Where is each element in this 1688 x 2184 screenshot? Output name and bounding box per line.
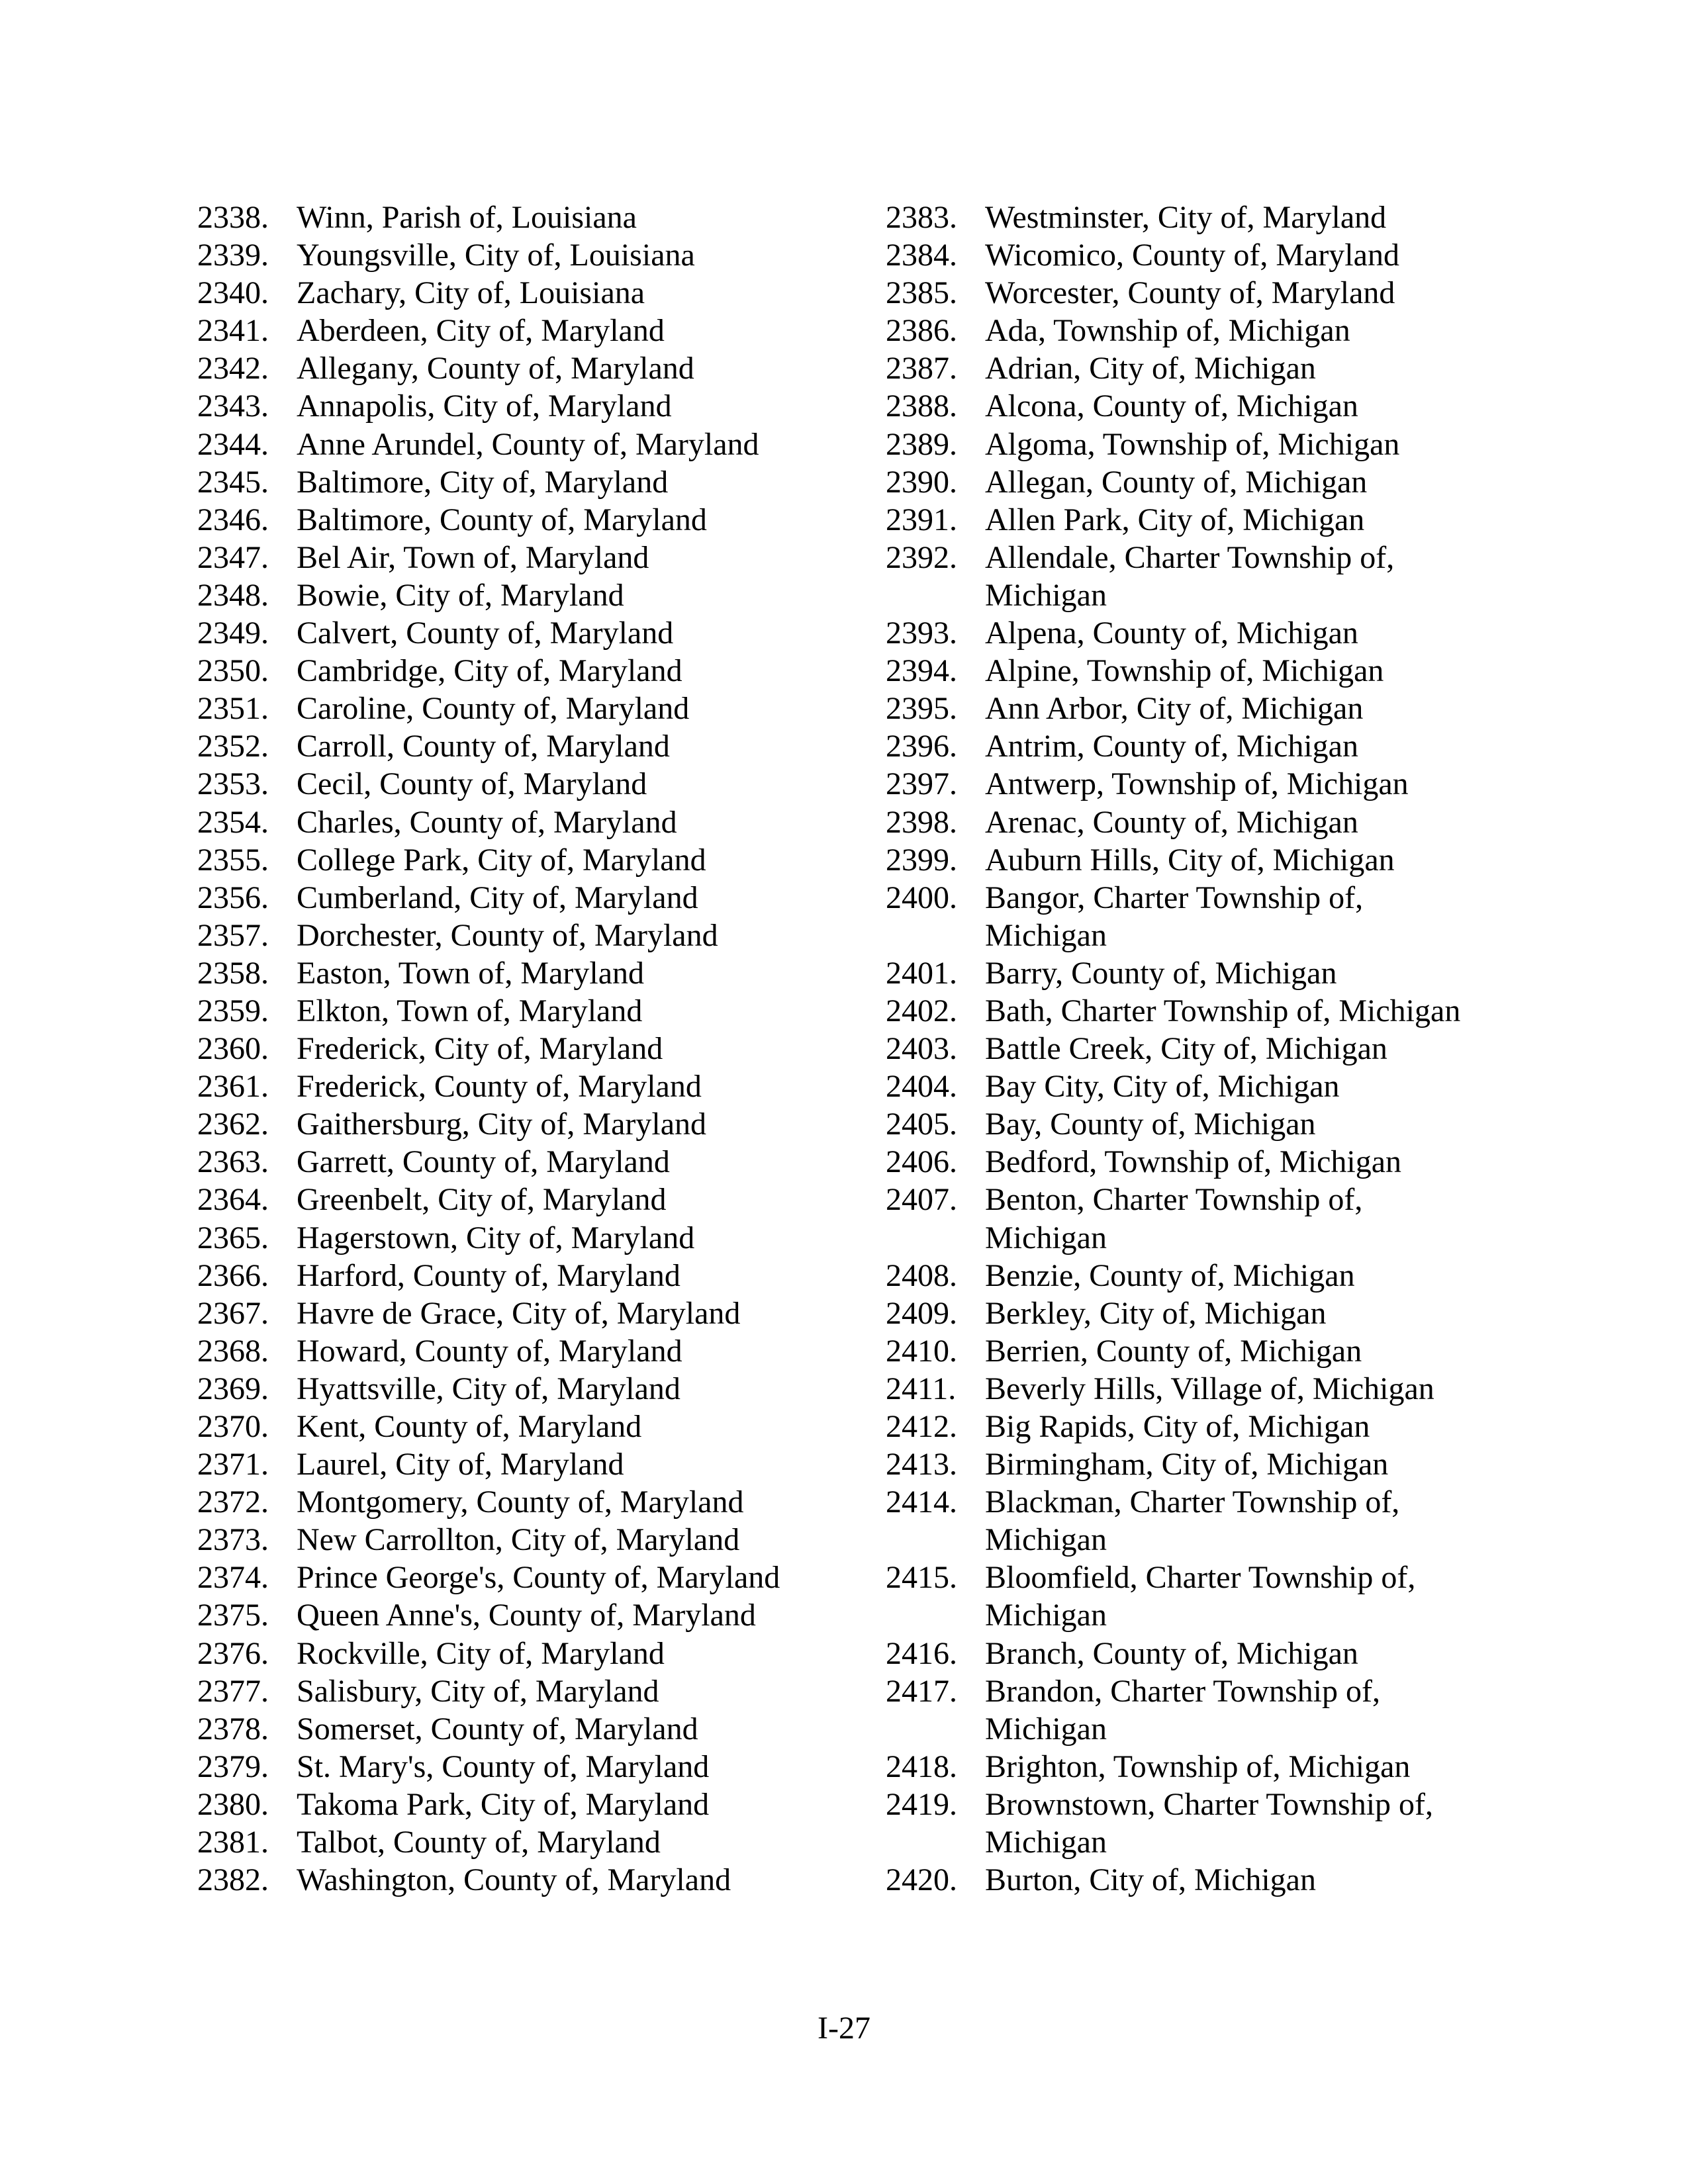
entry-name: Garrett, County of, Maryland <box>297 1144 670 1180</box>
entry-name: Somerset, County of, Maryland <box>297 1711 698 1747</box>
entry-name: Berkley, City of, Michigan <box>985 1295 1327 1331</box>
entry-name: Charles, County of, Maryland <box>297 804 677 840</box>
entry-number: 2338. <box>197 200 269 235</box>
page-number: I-27 <box>818 2011 870 2046</box>
entry-name: Elkton, Town of, Maryland <box>297 993 643 1028</box>
entry-number: 2415. <box>886 1560 957 1596</box>
entry-number: 2374. <box>197 1560 269 1596</box>
entry-number: 2413. <box>886 1447 957 1482</box>
entry-name: Alpena, County of, Michigan <box>985 615 1358 651</box>
entry-number: 2378. <box>197 1711 269 1747</box>
entry-name: New Carrollton, City of, Maryland <box>297 1522 740 1558</box>
list-item <box>886 1483 1481 1559</box>
entry-name: Birmingham, City of, Michigan <box>985 1447 1389 1482</box>
entry-number: 2359. <box>197 993 269 1028</box>
list-item <box>886 1635 1481 1672</box>
list-item <box>197 426 833 463</box>
list-item <box>886 1861 1481 1899</box>
list-item <box>886 463 1481 501</box>
entry-number: 2409. <box>886 1295 957 1331</box>
entry-name: Algoma, Township of, Michigan <box>985 426 1400 462</box>
list-item <box>197 1823 833 1861</box>
entry-number: 2365. <box>197 1220 269 1255</box>
list-item <box>197 879 833 917</box>
entry-name: College Park, City of, Maryland <box>297 842 706 878</box>
entry-number: 2399. <box>886 842 957 878</box>
list-item <box>197 1483 833 1521</box>
list-item <box>886 1030 1481 1068</box>
entry-number: 2345. <box>197 464 269 500</box>
entry-number: 2379. <box>197 1749 269 1784</box>
entry-number: 2347. <box>197 539 269 575</box>
entry-name: Annapolis, City of, Maryland <box>297 388 672 424</box>
entry-name: Bath, Charter Township of, Michigan <box>985 993 1461 1028</box>
entry-number: 2341. <box>197 313 269 349</box>
entry-number: 2397. <box>886 766 957 802</box>
entry-number: 2356. <box>197 880 269 915</box>
entry-name: Kent, County of, Maryland <box>297 1409 642 1444</box>
entry-name: Bel Air, Town of, Maryland <box>297 539 649 575</box>
entry-name: Bay, County of, Michigan <box>985 1107 1316 1142</box>
list-item <box>886 1445 1481 1483</box>
entry-name: Westminster, City of, Maryland <box>985 200 1387 235</box>
list-item <box>886 274 1481 312</box>
list-item <box>886 1181 1481 1256</box>
entry-name: Allendale, Charter Township of, Michigan <box>985 539 1395 613</box>
entry-name: Talbot, County of, Maryland <box>297 1825 661 1860</box>
entry-number: 2354. <box>197 804 269 840</box>
entry-number: 2343. <box>197 388 269 424</box>
entry-name: Howard, County of, Maryland <box>297 1333 682 1369</box>
list-item <box>886 426 1481 463</box>
left-column <box>197 199 833 1899</box>
entry-number: 2403. <box>886 1031 957 1067</box>
list-item <box>886 1068 1481 1105</box>
entry-name: Bowie, City of, Maryland <box>297 577 624 613</box>
entry-number: 2396. <box>886 729 957 764</box>
entry-name: Brownstown, Charter Township of, Michigan <box>985 1786 1434 1860</box>
entry-number: 2395. <box>886 691 957 727</box>
entry-number: 2362. <box>197 1107 269 1142</box>
list-item <box>197 199 833 236</box>
list-item <box>197 917 833 954</box>
list-item <box>886 1332 1481 1370</box>
list-item <box>197 312 833 349</box>
entry-name: Allegan, County of, Michigan <box>985 464 1368 500</box>
entry-number: 2417. <box>886 1673 957 1709</box>
entry-name: Auburn Hills, City of, Michigan <box>985 842 1395 878</box>
entry-name: Cambridge, City of, Maryland <box>297 653 682 689</box>
entry-name: Baltimore, County of, Maryland <box>297 502 707 537</box>
entry-number: 2384. <box>886 238 957 273</box>
entry-name: Frederick, City of, Maryland <box>297 1031 663 1067</box>
list-item <box>197 992 833 1030</box>
entry-number: 2375. <box>197 1598 269 1633</box>
list-item <box>886 199 1481 236</box>
list-item <box>197 1295 833 1332</box>
entry-name: Queen Anne's, County of, Maryland <box>297 1598 756 1633</box>
entry-number: 2412. <box>886 1409 957 1444</box>
list-item <box>886 1370 1481 1408</box>
list-item <box>197 349 833 387</box>
entry-number: 2380. <box>197 1786 269 1822</box>
entry-name: Havre de Grace, City of, Maryland <box>297 1295 741 1331</box>
entry-name: Washington, County of, Maryland <box>297 1862 731 1898</box>
entry-name: Ann Arbor, City of, Michigan <box>985 691 1364 727</box>
entry-number: 2394. <box>886 653 957 689</box>
entry-number: 2350. <box>197 653 269 689</box>
list-item <box>886 1786 1481 1861</box>
entry-number: 2387. <box>886 351 957 387</box>
list-item <box>197 1143 833 1181</box>
list-item <box>886 1143 1481 1181</box>
entry-number: 2360. <box>197 1031 269 1067</box>
entry-name: Battle Creek, City of, Michigan <box>985 1031 1387 1067</box>
entry-name: Aberdeen, City of, Maryland <box>297 313 665 349</box>
entry-name: Harford, County of, Maryland <box>297 1257 680 1293</box>
entry-name: Antwerp, Township of, Michigan <box>985 766 1409 802</box>
list-item <box>197 1030 833 1068</box>
list-item <box>886 1105 1481 1143</box>
entry-number: 2340. <box>197 275 269 311</box>
list-item <box>197 236 833 274</box>
entry-name: Laurel, City of, Maryland <box>297 1447 624 1482</box>
entry-number: 2401. <box>886 955 957 991</box>
list-item <box>886 1559 1481 1634</box>
entry-number: 2382. <box>197 1862 269 1898</box>
entry-name: Branch, County of, Michigan <box>985 1635 1358 1671</box>
list-item <box>197 727 833 765</box>
entry-name: Benton, Charter Township of, Michigan <box>985 1182 1363 1255</box>
list-item <box>886 727 1481 765</box>
entry-name: Alcona, County of, Michigan <box>985 388 1358 424</box>
entry-name: Adrian, City of, Michigan <box>985 351 1316 387</box>
list-item <box>886 690 1481 727</box>
list-item <box>197 463 833 501</box>
entry-name: Montgomery, County of, Maryland <box>297 1484 744 1520</box>
entry-number: 2351. <box>197 691 269 727</box>
list-item <box>197 1559 833 1596</box>
entry-name: Antrim, County of, Michigan <box>985 729 1358 764</box>
entry-name: Ada, Township of, Michigan <box>985 313 1350 349</box>
entry-name: Cecil, County of, Maryland <box>297 766 647 802</box>
entry-name: Frederick, County of, Maryland <box>297 1069 702 1105</box>
entry-number: 2352. <box>197 729 269 764</box>
entry-name: Prince George's, County of, Maryland <box>297 1560 780 1596</box>
entry-name: Bay City, City of, Michigan <box>985 1069 1340 1105</box>
entry-name: Burton, City of, Michigan <box>985 1862 1316 1898</box>
entry-name: Dorchester, County of, Maryland <box>297 917 718 953</box>
entry-name: Gaithersburg, City of, Maryland <box>297 1107 707 1142</box>
list-item <box>197 1635 833 1672</box>
list-item <box>886 501 1481 539</box>
list-item <box>197 765 833 803</box>
entry-number: 2406. <box>886 1144 957 1180</box>
entry-number: 2416. <box>886 1635 957 1671</box>
entry-number: 2346. <box>197 502 269 537</box>
entry-number: 2371. <box>197 1447 269 1482</box>
right-column <box>886 199 1481 1899</box>
list-item <box>886 312 1481 349</box>
entry-name: Berrien, County of, Michigan <box>985 1333 1362 1369</box>
entry-name: Bloomfield, Charter Township of, Michigan <box>985 1560 1416 1633</box>
list-item <box>197 1521 833 1559</box>
entry-name: Carroll, County of, Maryland <box>297 729 670 764</box>
list-item <box>197 274 833 312</box>
entry-name: Arenac, County of, Michigan <box>985 804 1358 840</box>
entry-name: Big Rapids, City of, Michigan <box>985 1409 1370 1444</box>
entry-name: Caroline, County of, Maryland <box>297 691 690 727</box>
list-item <box>197 1596 833 1634</box>
list-item <box>197 1748 833 1786</box>
entry-name: Hagerstown, City of, Maryland <box>297 1220 695 1255</box>
entry-name: Worcester, County of, Maryland <box>985 275 1395 311</box>
entry-number: 2344. <box>197 426 269 462</box>
entry-number: 2407. <box>886 1182 957 1218</box>
list-item <box>197 387 833 425</box>
list-item <box>197 803 833 841</box>
entry-name: Rockville, City of, Maryland <box>297 1635 665 1671</box>
entry-number: 2410. <box>886 1333 957 1369</box>
entry-name: Easton, Town of, Maryland <box>297 955 644 991</box>
list-item <box>197 1219 833 1257</box>
list-item <box>886 765 1481 803</box>
list-item <box>197 1068 833 1105</box>
entry-name: Wicomico, County of, Maryland <box>985 238 1399 273</box>
entry-number: 2405. <box>886 1107 957 1142</box>
entry-name: Brandon, Charter Township of, Michigan <box>985 1673 1380 1747</box>
list-item <box>197 1370 833 1408</box>
entry-number: 2408. <box>886 1257 957 1293</box>
list-item <box>197 652 833 690</box>
entry-name: Salisbury, City of, Maryland <box>297 1673 659 1709</box>
list-item <box>886 349 1481 387</box>
entry-name: Zachary, City of, Louisiana <box>297 275 645 311</box>
entry-number: 2391. <box>886 502 957 537</box>
list-item <box>886 1748 1481 1786</box>
entry-name: Allegany, County of, Maryland <box>297 351 694 387</box>
entry-number: 2361. <box>197 1069 269 1105</box>
entry-number: 2389. <box>886 426 957 462</box>
entry-number: 2373. <box>197 1522 269 1558</box>
entry-name: Bedford, Township of, Michigan <box>985 1144 1402 1180</box>
list-item <box>886 1672 1481 1748</box>
list-item <box>886 879 1481 954</box>
entry-number: 2414. <box>886 1484 957 1520</box>
list-item <box>197 1710 833 1748</box>
entry-name: St. Mary's, County of, Maryland <box>297 1749 710 1784</box>
entry-name: Anne Arundel, County of, Maryland <box>297 426 759 462</box>
list-item <box>197 690 833 727</box>
entry-name: Blackman, Charter Township of, Michigan <box>985 1484 1400 1558</box>
entry-name: Alpine, Township of, Michigan <box>985 653 1384 689</box>
entry-name: Greenbelt, City of, Maryland <box>297 1182 667 1218</box>
list-item <box>197 1672 833 1710</box>
entry-number: 2370. <box>197 1409 269 1444</box>
list-item <box>197 1445 833 1483</box>
entry-name: Winn, Parish of, Louisiana <box>297 200 637 235</box>
entry-number: 2418. <box>886 1749 957 1784</box>
entry-name: Hyattsville, City of, Maryland <box>297 1371 680 1406</box>
entry-number: 2357. <box>197 917 269 953</box>
list-item <box>886 1408 1481 1445</box>
entry-number: 2367. <box>197 1295 269 1331</box>
list-item <box>886 954 1481 992</box>
entry-name: Barry, County of, Michigan <box>985 955 1337 991</box>
entry-number: 2383. <box>886 200 957 235</box>
list-item <box>197 1332 833 1370</box>
entry-name: Takoma Park, City of, Maryland <box>297 1786 710 1822</box>
entry-number: 2366. <box>197 1257 269 1293</box>
list-item <box>886 539 1481 614</box>
list-item <box>886 992 1481 1030</box>
entry-number: 2349. <box>197 615 269 651</box>
list-item <box>886 652 1481 690</box>
entry-number: 2364. <box>197 1182 269 1218</box>
entry-number: 2400. <box>886 880 957 915</box>
entry-name: Beverly Hills, Village of, Michigan <box>985 1371 1434 1406</box>
list-item <box>197 1257 833 1295</box>
entry-number: 2388. <box>886 388 957 424</box>
list-item <box>886 803 1481 841</box>
entry-number: 2411. <box>886 1371 957 1406</box>
entry-number: 2419. <box>886 1786 957 1822</box>
list-item <box>197 1181 833 1218</box>
entry-number: 2386. <box>886 313 957 349</box>
entry-name: Cumberland, City of, Maryland <box>297 880 698 915</box>
list-item <box>886 1295 1481 1332</box>
list-item <box>197 1408 833 1445</box>
list-item <box>197 1105 833 1143</box>
entry-number: 2355. <box>197 842 269 878</box>
list-item <box>197 501 833 539</box>
entry-number: 2402. <box>886 993 957 1028</box>
list-item <box>197 539 833 576</box>
entry-number: 2368. <box>197 1333 269 1369</box>
list-item <box>886 387 1481 425</box>
entry-number: 2404. <box>886 1069 957 1105</box>
entry-number: 2376. <box>197 1635 269 1671</box>
list-item <box>886 841 1481 879</box>
entry-name: Youngsville, City of, Louisiana <box>297 238 695 273</box>
entry-number: 2358. <box>197 955 269 991</box>
entry-number: 2369. <box>197 1371 269 1406</box>
entry-number: 2392. <box>886 539 957 575</box>
entry-number: 2381. <box>197 1825 269 1860</box>
entry-number: 2372. <box>197 1484 269 1520</box>
entry-number: 2385. <box>886 275 957 311</box>
entry-number: 2363. <box>197 1144 269 1180</box>
list-item <box>197 841 833 879</box>
entry-name: Allen Park, City of, Michigan <box>985 502 1365 537</box>
entry-name: Brighton, Township of, Michigan <box>985 1749 1411 1784</box>
list-item <box>197 954 833 992</box>
list-item <box>886 614 1481 652</box>
entry-name: Calvert, County of, Maryland <box>297 615 674 651</box>
entry-number: 2390. <box>886 464 957 500</box>
list-item <box>197 614 833 652</box>
entry-number: 2420. <box>886 1862 957 1898</box>
list-item <box>197 576 833 614</box>
list-item <box>197 1861 833 1899</box>
entry-number: 2348. <box>197 577 269 613</box>
entry-number: 2339. <box>197 238 269 273</box>
entry-number: 2353. <box>197 766 269 802</box>
entry-number: 2342. <box>197 351 269 387</box>
entry-number: 2398. <box>886 804 957 840</box>
entry-name: Benzie, County of, Michigan <box>985 1257 1355 1293</box>
entry-name: Baltimore, City of, Maryland <box>297 464 669 500</box>
list-item <box>197 1786 833 1823</box>
list-item <box>886 1257 1481 1295</box>
entry-number: 2377. <box>197 1673 269 1709</box>
entry-name: Bangor, Charter Township of, Michigan <box>985 880 1364 953</box>
list-item <box>886 236 1481 274</box>
entry-number: 2393. <box>886 615 957 651</box>
